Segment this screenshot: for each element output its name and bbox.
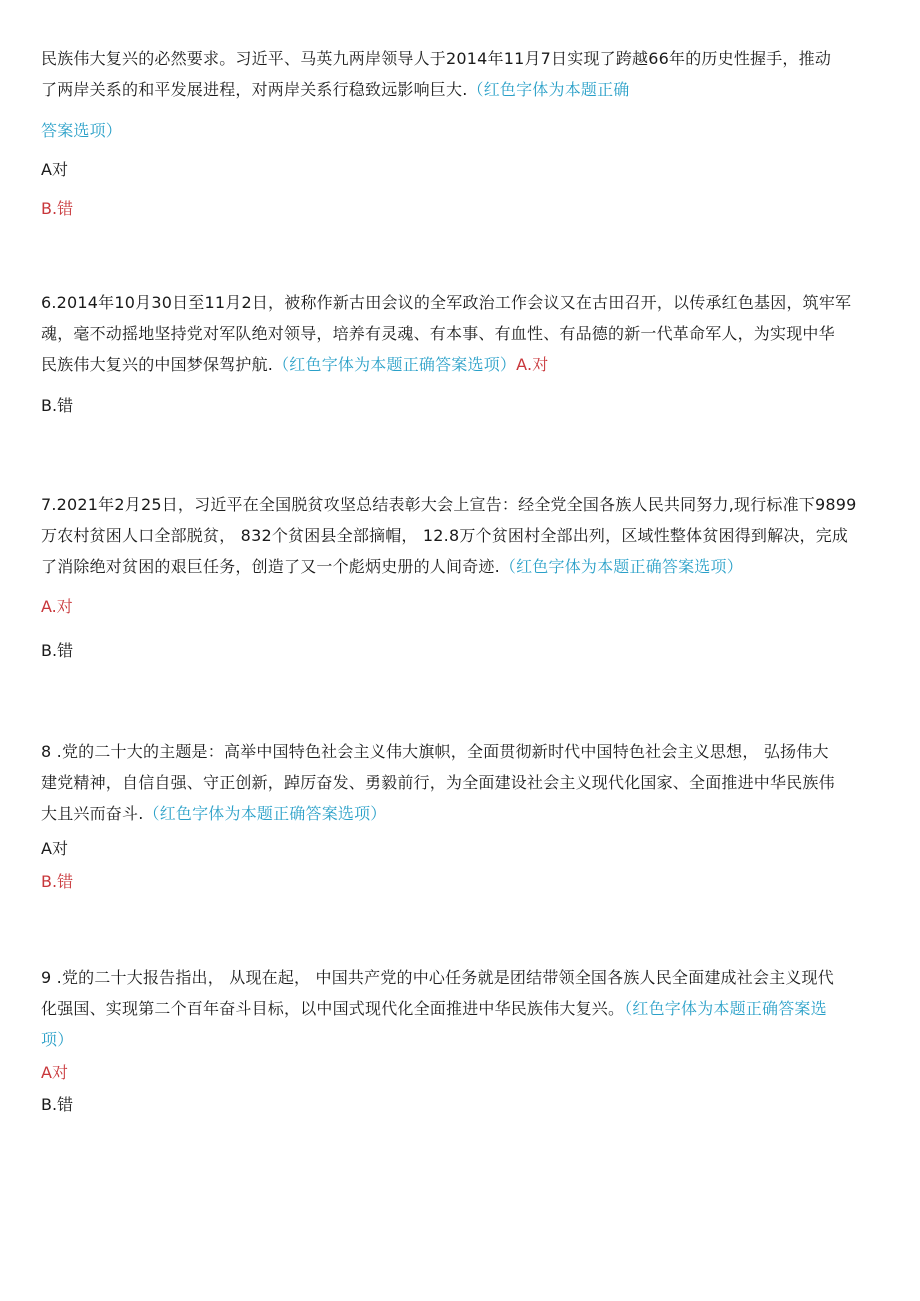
question-9-text [41, 962, 881, 1055]
answer-hint-continued: 项） [41, 1030, 74, 1049]
option-b: B.错 [41, 641, 74, 660]
question-5-line-1: 民族伟大复兴的必然要求。习近平、马英九两岸领导人于2014年11月7日实现了跨越66年的历史性握手，推动 [41, 49, 832, 68]
question-6 [41, 287, 881, 380]
question-7-line-2: 万农村贫困人口全部脱贫， 832个贫困县全部摘帽， 12.8万个贫困村全部出列，区域性整体贫困得到解决，完成 [41, 526, 849, 545]
answer-hint: （红色字体为本题正确答案选 [624, 999, 827, 1018]
question-6-option-b [41, 396, 881, 416]
question-5-text [41, 43, 881, 105]
question-7-line-3: 了消除绝对贫困的艰巨任务，创造了又一个彪炳史册的人间奇迹. [41, 557, 500, 576]
question-6-line-1: 6.2014年10月30日至11月2日，被称作新古田会议的全军政治工作会议又在古田召开，以传承红色基因，筑牢军 [41, 293, 852, 312]
question-7-line-1: 7.2021年2月25日，习近平在全国脱贫攻坚总结表彰大会上宣告：经全党全国各族人民共同努力,现行标准下9899 [41, 495, 857, 514]
option-a-correct: A.对 [41, 597, 73, 616]
question-9-option-b [41, 1095, 881, 1115]
option-b-correct: B.错 [41, 872, 74, 891]
question-5-line-2: 了两岸关系的和平发展进程，对两岸关系行稳致远影响巨大. [41, 80, 468, 99]
question-5-option-b [41, 199, 881, 219]
option-b-correct: B.错 [41, 199, 74, 218]
question-8-line-2: 建党精神，自信自强、守正创新，踔厉奋发、勇毅前行，为全面建设社会主义现代化国家、全面推进中华民族伟 [41, 773, 835, 792]
question-8 [41, 736, 881, 829]
question-6-line-2: 魂，毫不动摇地坚持党对军队绝对领导，培养有灵魂、有本事、有血性、有品德的新一代革命军人，为实现中华 [41, 324, 835, 343]
answer-hint: （红色字体为本题正确答案选项） [499, 557, 743, 576]
question-7-text [41, 489, 881, 582]
question-7 [41, 489, 881, 582]
question-8-option-b [41, 872, 881, 892]
question-9-line-2: 化强国、实现第二个百年奋斗目标，以中国式现代化全面推进中华民族伟大复兴。 [41, 999, 625, 1018]
question-8-option-a [41, 839, 881, 859]
option-a-correct: A.对 [516, 355, 549, 374]
answer-hint: （红色字体为本题正确答案选项） [143, 804, 387, 823]
question-8-line-1: 8 .党的二十大的主题是：高举中国特色社会主义伟大旗帜，全面贯彻新时代中国特色社会主义思想， 弘扬伟大 [41, 742, 829, 761]
option-b: B.错 [41, 396, 74, 415]
question-7-option-b [41, 641, 881, 661]
option-a: A对 [41, 160, 68, 179]
option-a-correct: A对 [41, 1063, 68, 1082]
answer-hint: （红色字体为本题正确 [467, 80, 630, 99]
question-6-line-3: 民族伟大复兴的中国梦保驾护航. [41, 355, 274, 374]
question-9 [41, 962, 881, 1055]
question-5 [41, 43, 881, 105]
question-6-text [41, 287, 881, 380]
answer-hint: （红色字体为本题正确答案选项） [273, 355, 517, 374]
question-8-text [41, 736, 881, 829]
question-5-hint-cont [41, 115, 881, 146]
option-b: B.错 [41, 1095, 74, 1114]
question-5-option-a [41, 160, 881, 180]
question-8-line-3: 大且兴而奋斗. [41, 804, 144, 823]
answer-hint-continued: 答案选项） [41, 121, 123, 140]
option-a: A对 [41, 839, 68, 858]
question-7-option-a [41, 597, 881, 617]
question-9-option-a [41, 1063, 881, 1083]
question-9-line-1: 9 .党的二十大报告指出， 从现在起， 中国共产党的中心任务就是团结带领全国各族人民全面建成社会主义现代 [41, 968, 834, 987]
